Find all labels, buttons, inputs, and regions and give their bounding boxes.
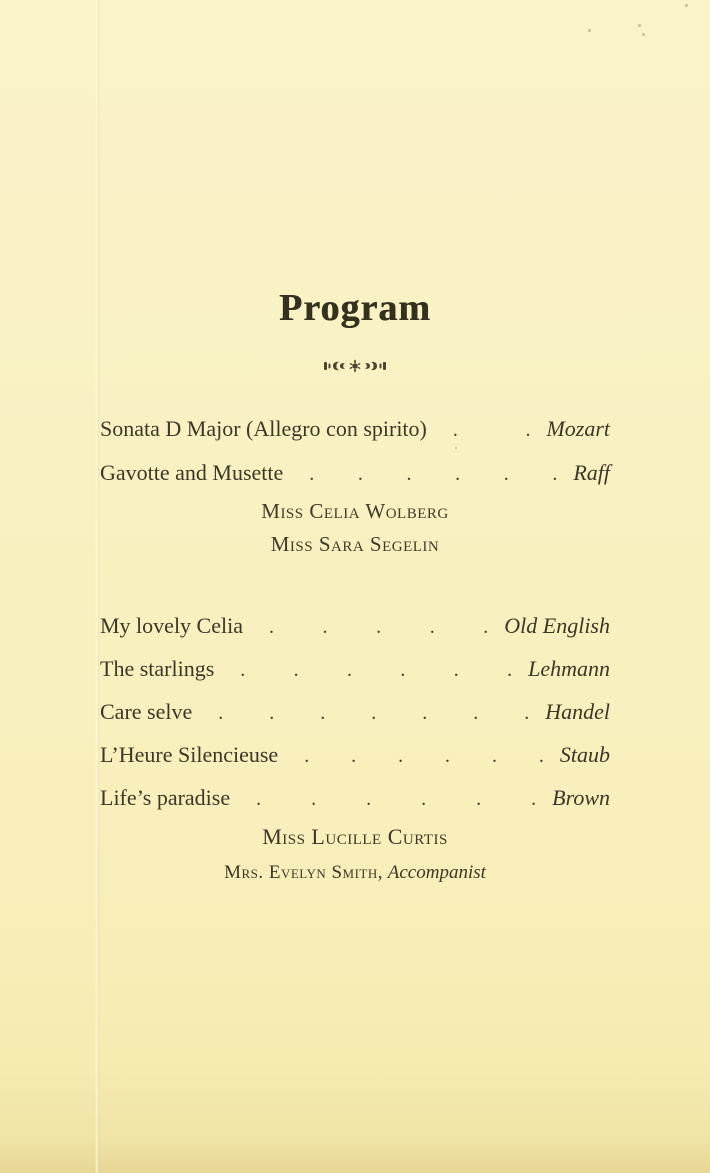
dot-leader: . . . . . bbox=[268, 616, 489, 638]
accompanist-credit bbox=[100, 858, 610, 888]
paper-speck bbox=[638, 24, 641, 27]
paper-speck bbox=[685, 4, 688, 7]
credits-group bbox=[100, 820, 610, 888]
accompanist-name: Mrs. Evelyn Smith, bbox=[224, 862, 384, 883]
dot-leader: . . bbox=[452, 419, 531, 441]
program-group-2 bbox=[100, 611, 610, 814]
composer-name: Mozart bbox=[546, 416, 610, 441]
composer-name: Staub bbox=[559, 742, 610, 767]
ornament-row bbox=[100, 358, 610, 374]
performers-group-1 bbox=[100, 495, 610, 561]
program-line bbox=[100, 697, 610, 728]
performer-name: Miss Sara Segelin bbox=[270, 532, 440, 556]
dot-leader: . . . . . . . bbox=[218, 702, 530, 724]
performer-name: Miss Lucille Curtis bbox=[262, 824, 448, 849]
composer-name: Brown bbox=[552, 785, 610, 810]
program-group-1 bbox=[100, 414, 610, 489]
piece-title: Life’s paradise bbox=[100, 785, 231, 810]
dot-leader: . . . . . . bbox=[240, 659, 513, 681]
piece-title: Gavotte and Musette bbox=[100, 460, 284, 485]
piece-title: My lovely Celia bbox=[100, 613, 243, 638]
program-line bbox=[100, 414, 610, 445]
piece-title: The starlings bbox=[100, 656, 215, 681]
fleuron-icon bbox=[324, 358, 386, 374]
composer-name: Lehmann bbox=[528, 656, 610, 681]
composer-name: Raff bbox=[573, 460, 610, 485]
composer-name: Handel bbox=[545, 699, 610, 724]
program-line bbox=[100, 458, 610, 489]
dot-leader: . . . . . . bbox=[309, 463, 558, 485]
program-content bbox=[100, 0, 610, 888]
piece-title: Care selve bbox=[100, 699, 193, 724]
program-line bbox=[100, 783, 610, 814]
program-line bbox=[100, 740, 610, 771]
piece-title: Sonata D Major (Allegro con spirito) bbox=[100, 416, 427, 441]
page-title: Program bbox=[279, 287, 431, 329]
dot-leader: . . . . . . bbox=[304, 745, 544, 767]
program-line bbox=[100, 611, 610, 642]
composer-name: Old English bbox=[504, 613, 610, 638]
piece-title: L’Heure Silencieuse bbox=[100, 742, 279, 767]
program-line bbox=[100, 654, 610, 685]
accompanist-role: Accompanist bbox=[387, 862, 486, 883]
dot-leader: . . . . . . bbox=[256, 788, 537, 810]
paper-speck bbox=[642, 33, 645, 36]
performer-name: Miss Celia Wolberg bbox=[261, 499, 449, 523]
